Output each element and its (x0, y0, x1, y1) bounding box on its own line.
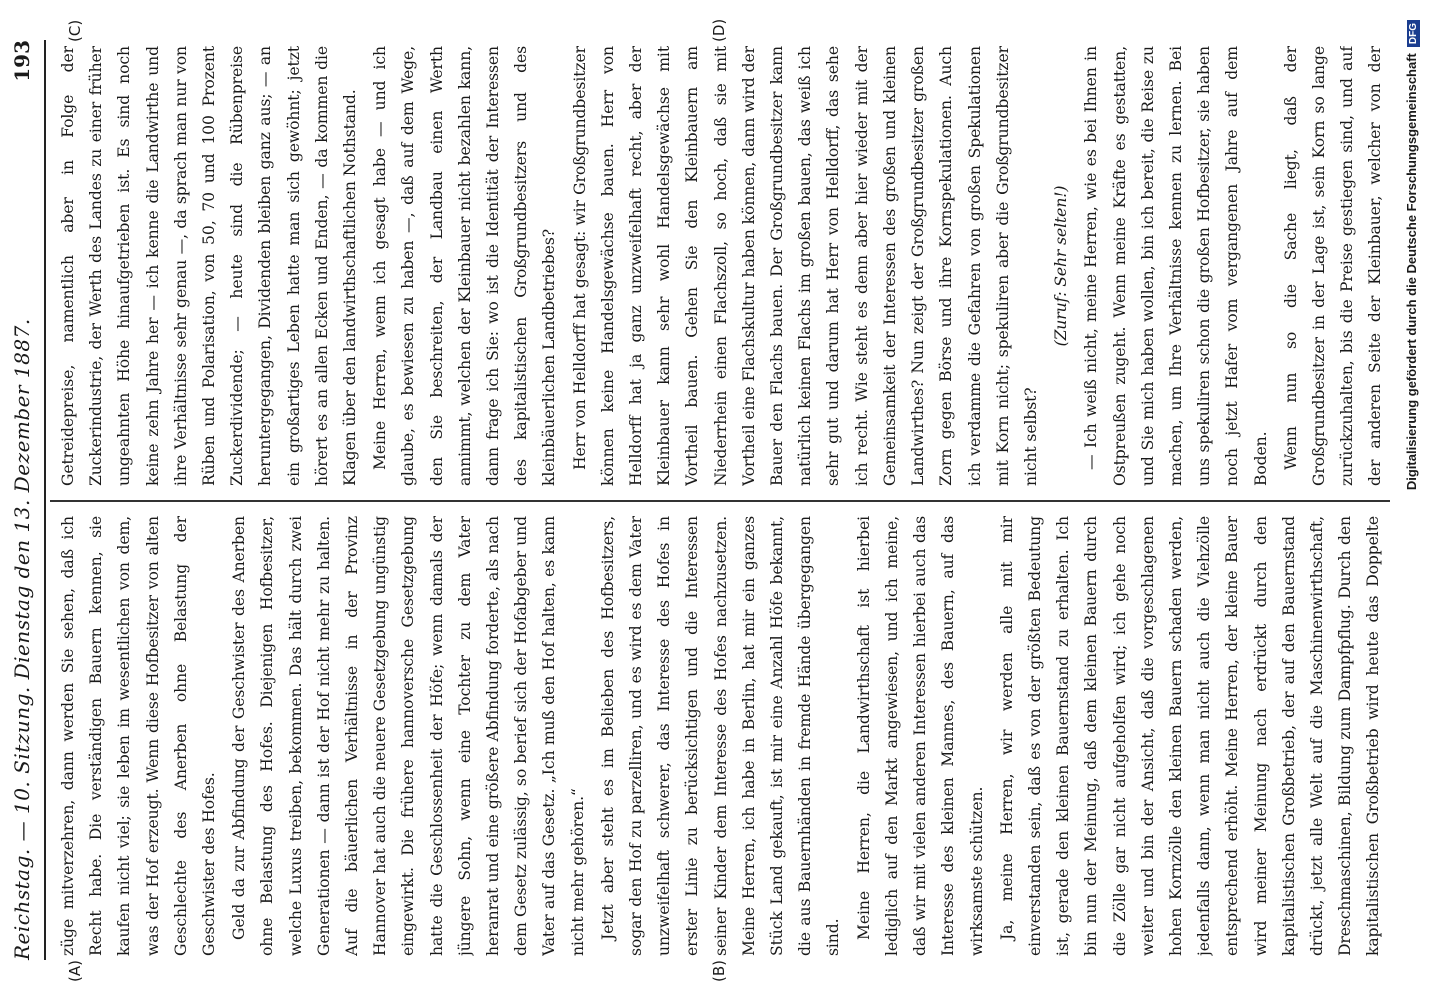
page-header (4, 40, 48, 960)
column-divider (50, 500, 1390, 502)
paragraph: Jetzt aber steht es im Belieben des Hofbesitzers, sogar den Hof zu parzelliren, und es wird es dem Vater unzweifelhaft schwerer, das Interesse des Hofes in erster Linie zu berücksichtigen und die Interessen seiner Kinder dem Interesse des Hofes nachzusetzen. Meine Herren, ich habe in Berlin, hat mir ein ganzes Stück Land gekauft, ist mir eine Anzahl Höfe bekannt, die aus Bauernhänden in fremde Hände übergegangen sind. (598, 516, 843, 956)
page-running-title: Reichstag. — 10. Sitzung. Dienstag den 13. Dezember 1887. (10, 318, 34, 960)
paragraph: Wenn nun so die Sache liegt, daß der Großgrundbesitzer in der Lage ist, sein Korn so lange zurückzuhalten, bis die Preise gestiegen sind, und auf der anderen Seite der Kleinbauer, welcher von der (1281, 46, 1384, 486)
dfg-logo: DFG (1407, 20, 1420, 47)
interjection: (Zuruf: Sehr selten!) (1052, 185, 1071, 347)
paragraph: Meine Herren, wenn ich gesagt habe — und ich glaube, es bewiesen zu haben —, daß auf dem Wege, den Sie beschreiten, der Landbau einen Werth annimmt, welchen der Kleinbauer nicht bezahlen kann, dann frage ich Sie: wo ist die Identität der Interessen des kapitalistischen Großgrundbesitzers und des kleinbäuerlichen Landbetriebes? (371, 46, 559, 486)
paragraph: Meine Herren, die Landwirthschaft ist hierbei lediglich auf den Markt angewiesen, und ich meine, daß wir mit vielen anderen Interessen hierbei auch das Interesse des kleinen Mannes, des Bauern, auf das wirksamste schützen. (854, 516, 986, 956)
margin-marker-d: (D) (710, 18, 728, 42)
digitization-credit (1404, 20, 1426, 980)
paragraph: Getreidepreise, namentlich aber in Folge der Zuckerindustrie, der Werth des Landes zu einer früher ungeahnten Höhe hinaufgetrieben ist. Es sind noch keine zehn Jahre her — ich kenne die Landwirthe und ihre Verhältnisse sehr genau —, da sprach man nur von Rüben und Polarisation, von 50, 70 und 100 Prozent Zuckerdividende; — heute sind die Rübenpreise heruntergegangen, Dividenden bleiben ganz aus; — an ein großartiges Leben hatte man sich gewöhnt; jetzt hörert es an allen Ecken und Enden, — da kommen die Klagen über den landwirthschaftlichen Nothstand. (59, 46, 360, 486)
paragraph: Ja, meine Herren, wir werden alle mit mir einverstanden sein, daß es von der größten Bedeutung ist, gerade den kleinen Bauernstand zu erhalten. Ich bin nun der Meinung, daß dem kleinen Bauern durch die Zölle gar nicht aufgeholfen wird; ich gehe noch weiter und bin der Ansicht, daß die vorgeschlagenen hohen Kornzölle den kleinen Bauern schaden werden, jedenfalls dann, wenn man nicht auch die Viehzölle entsprechend erhöht. Meine Herren, der kleine Bauer wird meiner Meinung nach erdrückt durch den kapitalistischen Großbetrieb, der auf den Bauernstand drückt, jetzt alle Welt auf die Maschinenwirthschaft, Dreschmaschinen, Bildung zum Dampfpflug. Durch den kapitalistischen Großbetrieb wird heute das Doppelte (997, 516, 1383, 956)
right-text-column (54, 46, 1384, 486)
paragraph: Herr von Helldorff hat gesagt: wir Großgrundbesitzer können keine Handelsgewächse bauen. Herr von Helldorff hat ja ganz unzweifelhaft recht, aber der Kleinbauer kann sehr wohl Handelsgewächse mit Vortheil bauen. Gehen Sie den Kleinbauern am Niederrhein einen Flachszoll, so hoch, daß sie mit Vortheil eine Flachskultur haben können, dann wird der Bauer den Flachs bauen. Der Großgrundbesitzer kann natürlich keinen Flachs im großen bauen, das weiß ich sehr gut und darum hat Herr von Helldorff, das sehe ich recht. Wie steht es denn aber hier wieder mit der Gemeinsamkeit der Interessen des großen und kleinen Landwirthes? Nun zeigt der Großgrundbesitzer großen Zorn gegen Börse und ihre Kornspekulationen. Auch ich verdamme die Gefahren von großen Spekulationen mit Korn nicht; spekuliren aber die Großgrundbesitzer nicht selbst? (570, 46, 1040, 486)
margin-marker-c: (C) (66, 19, 84, 42)
margin-marker-b: (B) (710, 960, 728, 982)
credit-text: Digitalisierung gefördert durch die Deutsche Forschungsgemeinschaft (1404, 53, 1419, 491)
left-text-column (54, 516, 1384, 956)
paragraph: züge mitverzehren, dann werden Sie sehen, daß ich Recht habe. Die verständigen Bauern kennen, sie kaufen nicht viel; sie leben im wesentlichen von dem, was der Hof erzeugt. Wenn diese Hofbesitzer von alten Geschlechte des Anerben ohne Belastung der Geschwister des Hofes. (59, 516, 219, 956)
header-rule (44, 40, 46, 960)
page-number: 193 (10, 40, 34, 82)
margin-marker-a: (A) (66, 960, 84, 982)
paragraph: — Ich weiß nicht, meine Herren, wie es bei Ihnen in Ostpreußen zugeht. Wenn meine Kräfte es gestatten, und Sie mich haben wollen, bin ich bereit, die Reise zu machen, um Ihre Verhältnisse kennen zu lernen. Bei uns spekuliren schon die großen Hofbesitzer, sie haben noch jetzt Hafer vom vergangenen Jahre auf dem Boden. (1082, 46, 1270, 486)
paragraph: Geld da zur Abfindung der Geschwister des Anerben ohne Belastung des Hofes. Diejenigen Hofbesitzer, welche Luxus treiben, bekommen. Das hält durch zwei Generationen — dann ist der Hof nicht mehr zu halten. Auf die bäuerlichen Verhältnisse in der Provinz Hannover hat auch die neuere Gesetzgebung ungünstig eingewirkt. Die frühere hannoversche Gesetzgebung hatte die Geschlossenheit der Höfe; wenn damals der jüngere Sohn, wenn eine Tochter zu dem Vater heranrat und eine größere Abfindung forderte, als nach dem Gesetz zulässig, so berief sich der Hofabgeber und Vater auf das Gesetz. „Ich muß den Hof halten, es kann nicht mehr gehören.“ (230, 516, 587, 956)
